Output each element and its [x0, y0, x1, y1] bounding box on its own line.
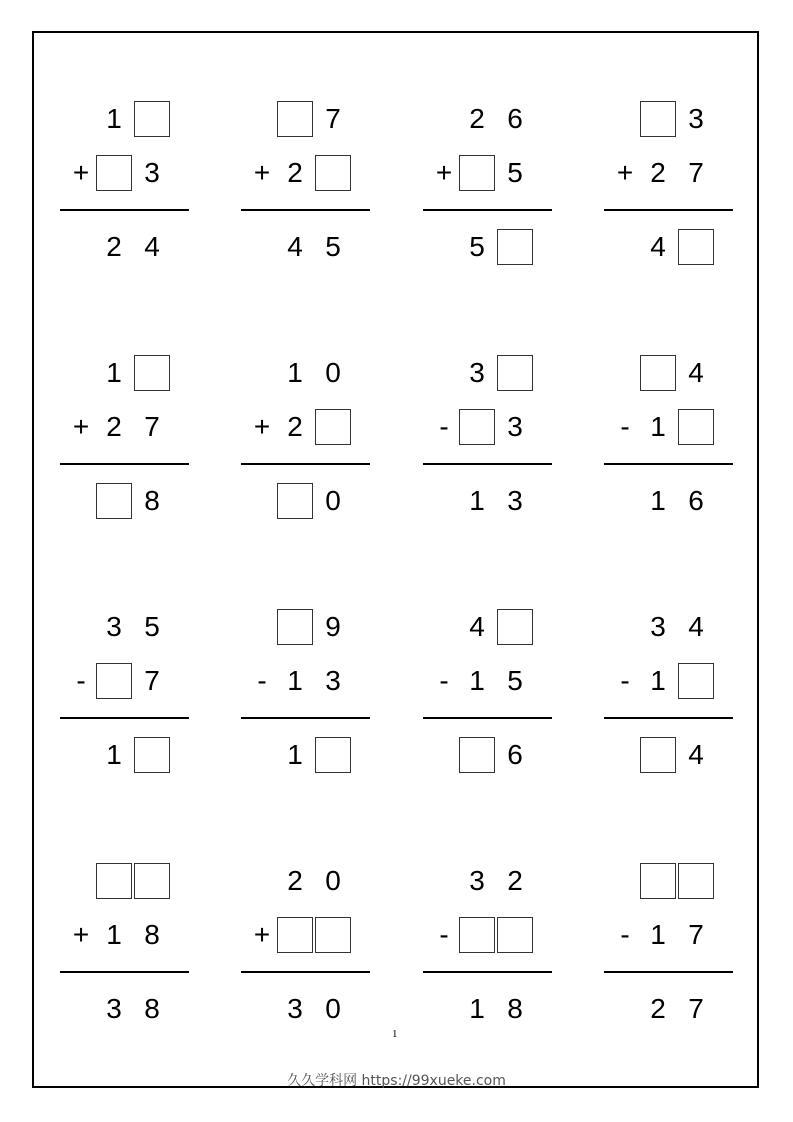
- problem: [60, 101, 190, 301]
- digit: 6: [507, 103, 523, 134]
- top-row: [423, 609, 553, 649]
- answer-box[interactable]: [497, 609, 533, 645]
- result-row: [241, 991, 371, 1031]
- digit: 1: [469, 665, 485, 696]
- bottom-row: [604, 409, 734, 449]
- result-row: [423, 991, 553, 1031]
- bottom-row: [241, 155, 371, 195]
- sum-line: [60, 463, 189, 465]
- result-row: [604, 737, 734, 777]
- digit: 1: [469, 485, 485, 516]
- answer-box[interactable]: [96, 155, 132, 191]
- top-row: [423, 355, 553, 395]
- digit: 2: [650, 157, 666, 188]
- result-row: [604, 483, 734, 523]
- digit: 7: [325, 103, 341, 134]
- digit: 3: [688, 103, 704, 134]
- digit: 8: [507, 993, 523, 1024]
- footer-watermark: 久久学科网 https://99xueke.com: [287, 1073, 506, 1089]
- digit: 7: [144, 411, 160, 442]
- operator-sign: -: [257, 665, 267, 696]
- result-row: [60, 229, 190, 269]
- digit: 1: [287, 739, 303, 770]
- digit: 1: [287, 357, 303, 388]
- problem: [604, 863, 734, 1063]
- bottom-row: [604, 155, 734, 195]
- digit: 5: [325, 231, 341, 262]
- digit: 7: [688, 993, 704, 1024]
- top-row: [60, 863, 190, 903]
- answer-box[interactable]: [640, 737, 676, 773]
- digit: 7: [688, 919, 704, 950]
- bottom-row: [60, 155, 190, 195]
- operator-sign: +: [616, 157, 634, 188]
- digit: 5: [144, 611, 160, 642]
- bottom-row: [604, 917, 734, 957]
- problem: [60, 863, 190, 1063]
- digit: 1: [106, 919, 122, 950]
- operator-sign: +: [253, 919, 271, 950]
- digit: 3: [469, 865, 485, 896]
- top-row: [241, 101, 371, 141]
- sum-line: [60, 971, 189, 973]
- bottom-row: [60, 409, 190, 449]
- result-row: [423, 483, 553, 523]
- digit: 5: [469, 231, 485, 262]
- answer-box[interactable]: [96, 663, 132, 699]
- operator-sign: +: [72, 411, 90, 442]
- problem: [241, 355, 371, 555]
- result-row: [241, 483, 371, 523]
- digit: 0: [325, 357, 341, 388]
- problem: [60, 355, 190, 555]
- answer-box[interactable]: [134, 737, 170, 773]
- top-row: [241, 355, 371, 395]
- digit: 4: [650, 231, 666, 262]
- digit: 2: [287, 865, 303, 896]
- digit: 1: [650, 919, 666, 950]
- top-row: [604, 355, 734, 395]
- digit: 2: [106, 231, 122, 262]
- top-row: [604, 609, 734, 649]
- bottom-row: [423, 917, 553, 957]
- digit: 3: [144, 157, 160, 188]
- sum-line: [604, 971, 733, 973]
- top-row: [604, 863, 734, 903]
- operator-sign: -: [76, 665, 86, 696]
- bottom-row: [241, 663, 371, 703]
- answer-box[interactable]: [315, 155, 351, 191]
- digit: 0: [325, 993, 341, 1024]
- answer-box[interactable]: [678, 229, 714, 265]
- answer-box[interactable]: [277, 917, 313, 953]
- sum-line: [241, 463, 370, 465]
- sum-line: [60, 209, 189, 211]
- answer-box[interactable]: [277, 101, 313, 137]
- problem: [423, 355, 553, 555]
- digit: 6: [507, 739, 523, 770]
- bottom-row: [241, 409, 371, 449]
- sum-line: [423, 209, 552, 211]
- digit: 3: [106, 993, 122, 1024]
- answer-box[interactable]: [497, 355, 533, 391]
- problem: [423, 863, 553, 1063]
- problem: [604, 609, 734, 809]
- digit: 4: [688, 611, 704, 642]
- operator-sign: -: [439, 411, 449, 442]
- problem: [241, 609, 371, 809]
- result-row: [423, 737, 553, 777]
- digit: 1: [650, 411, 666, 442]
- bottom-row: [604, 663, 734, 703]
- operator-sign: +: [253, 157, 271, 188]
- sum-line: [423, 717, 552, 719]
- operator-sign: -: [439, 665, 449, 696]
- digit: 3: [287, 993, 303, 1024]
- digit: 8: [144, 485, 160, 516]
- sum-line: [604, 717, 733, 719]
- digit: 2: [287, 157, 303, 188]
- operator-sign: +: [435, 157, 453, 188]
- digit: 3: [507, 485, 523, 516]
- operator-sign: -: [620, 411, 630, 442]
- sum-line: [604, 209, 733, 211]
- answer-box[interactable]: [678, 863, 714, 899]
- answer-box[interactable]: [678, 663, 714, 699]
- digit: 1: [106, 103, 122, 134]
- result-row: [241, 737, 371, 777]
- answer-box[interactable]: [96, 483, 132, 519]
- problem: [423, 609, 553, 809]
- digit: 1: [106, 739, 122, 770]
- digit: 3: [507, 411, 523, 442]
- problem: [423, 101, 553, 301]
- digit: 5: [507, 157, 523, 188]
- problem: [604, 355, 734, 555]
- top-row: [241, 609, 371, 649]
- bottom-row: [423, 409, 553, 449]
- digit: 4: [688, 357, 704, 388]
- digit: 4: [469, 611, 485, 642]
- top-row: [60, 355, 190, 395]
- answer-box[interactable]: [459, 409, 495, 445]
- answer-box[interactable]: [640, 863, 676, 899]
- operator-sign: +: [72, 157, 90, 188]
- result-row: [60, 991, 190, 1031]
- answer-box[interactable]: [640, 101, 676, 137]
- sum-line: [241, 717, 370, 719]
- digit: 2: [106, 411, 122, 442]
- result-row: [241, 229, 371, 269]
- top-row: [423, 101, 553, 141]
- bottom-row: [423, 663, 553, 703]
- problem: [241, 863, 371, 1063]
- result-row: [60, 483, 190, 523]
- top-row: [241, 863, 371, 903]
- answer-box[interactable]: [315, 917, 351, 953]
- digit: 9: [325, 611, 341, 642]
- answer-box[interactable]: [96, 863, 132, 899]
- problem: [60, 609, 190, 809]
- operator-sign: -: [620, 919, 630, 950]
- digit: 1: [287, 665, 303, 696]
- bottom-row: [60, 663, 190, 703]
- digit: 3: [106, 611, 122, 642]
- digit: 3: [650, 611, 666, 642]
- digit: 0: [325, 485, 341, 516]
- answer-box[interactable]: [134, 355, 170, 391]
- sum-line: [60, 717, 189, 719]
- operator-sign: -: [439, 919, 449, 950]
- operator-sign: +: [72, 919, 90, 950]
- answer-box[interactable]: [640, 355, 676, 391]
- top-row: [604, 101, 734, 141]
- digit: 2: [650, 993, 666, 1024]
- digit: 7: [144, 665, 160, 696]
- result-row: [60, 737, 190, 777]
- answer-box[interactable]: [315, 409, 351, 445]
- operator-sign: -: [620, 665, 630, 696]
- result-row: [604, 229, 734, 269]
- digit: 7: [688, 157, 704, 188]
- sum-line: [604, 463, 733, 465]
- digit: 0: [325, 865, 341, 896]
- answer-box[interactable]: [459, 917, 495, 953]
- answer-box[interactable]: [497, 229, 533, 265]
- page-number: 1: [392, 1028, 398, 1040]
- digit: 1: [650, 485, 666, 516]
- digit: 2: [507, 865, 523, 896]
- digit: 4: [287, 231, 303, 262]
- sum-line: [423, 971, 552, 973]
- digit: 1: [106, 357, 122, 388]
- answer-box[interactable]: [459, 155, 495, 191]
- digit: 3: [325, 665, 341, 696]
- operator-sign: +: [253, 411, 271, 442]
- sum-line: [423, 463, 552, 465]
- result-row: [423, 229, 553, 269]
- answer-box[interactable]: [459, 737, 495, 773]
- bottom-row: [423, 155, 553, 195]
- bottom-row: [241, 917, 371, 957]
- problem: [241, 101, 371, 301]
- sum-line: [241, 209, 370, 211]
- top-row: [423, 863, 553, 903]
- answer-box[interactable]: [497, 917, 533, 953]
- digit: 2: [469, 103, 485, 134]
- answer-box[interactable]: [315, 737, 351, 773]
- digit: 1: [469, 993, 485, 1024]
- answer-box[interactable]: [678, 409, 714, 445]
- digit: 3: [469, 357, 485, 388]
- sum-line: [241, 971, 370, 973]
- problem: [604, 101, 734, 301]
- top-row: [60, 101, 190, 141]
- digit: 6: [688, 485, 704, 516]
- digit: 4: [688, 739, 704, 770]
- digit: 5: [507, 665, 523, 696]
- answer-box[interactable]: [277, 483, 313, 519]
- top-row: [60, 609, 190, 649]
- answer-box[interactable]: [277, 609, 313, 645]
- digit: 8: [144, 919, 160, 950]
- digit: 4: [144, 231, 160, 262]
- answer-box[interactable]: [134, 101, 170, 137]
- digit: 1: [650, 665, 666, 696]
- digit: 2: [287, 411, 303, 442]
- result-row: [604, 991, 734, 1031]
- answer-box[interactable]: [134, 863, 170, 899]
- digit: 8: [144, 993, 160, 1024]
- bottom-row: [60, 917, 190, 957]
